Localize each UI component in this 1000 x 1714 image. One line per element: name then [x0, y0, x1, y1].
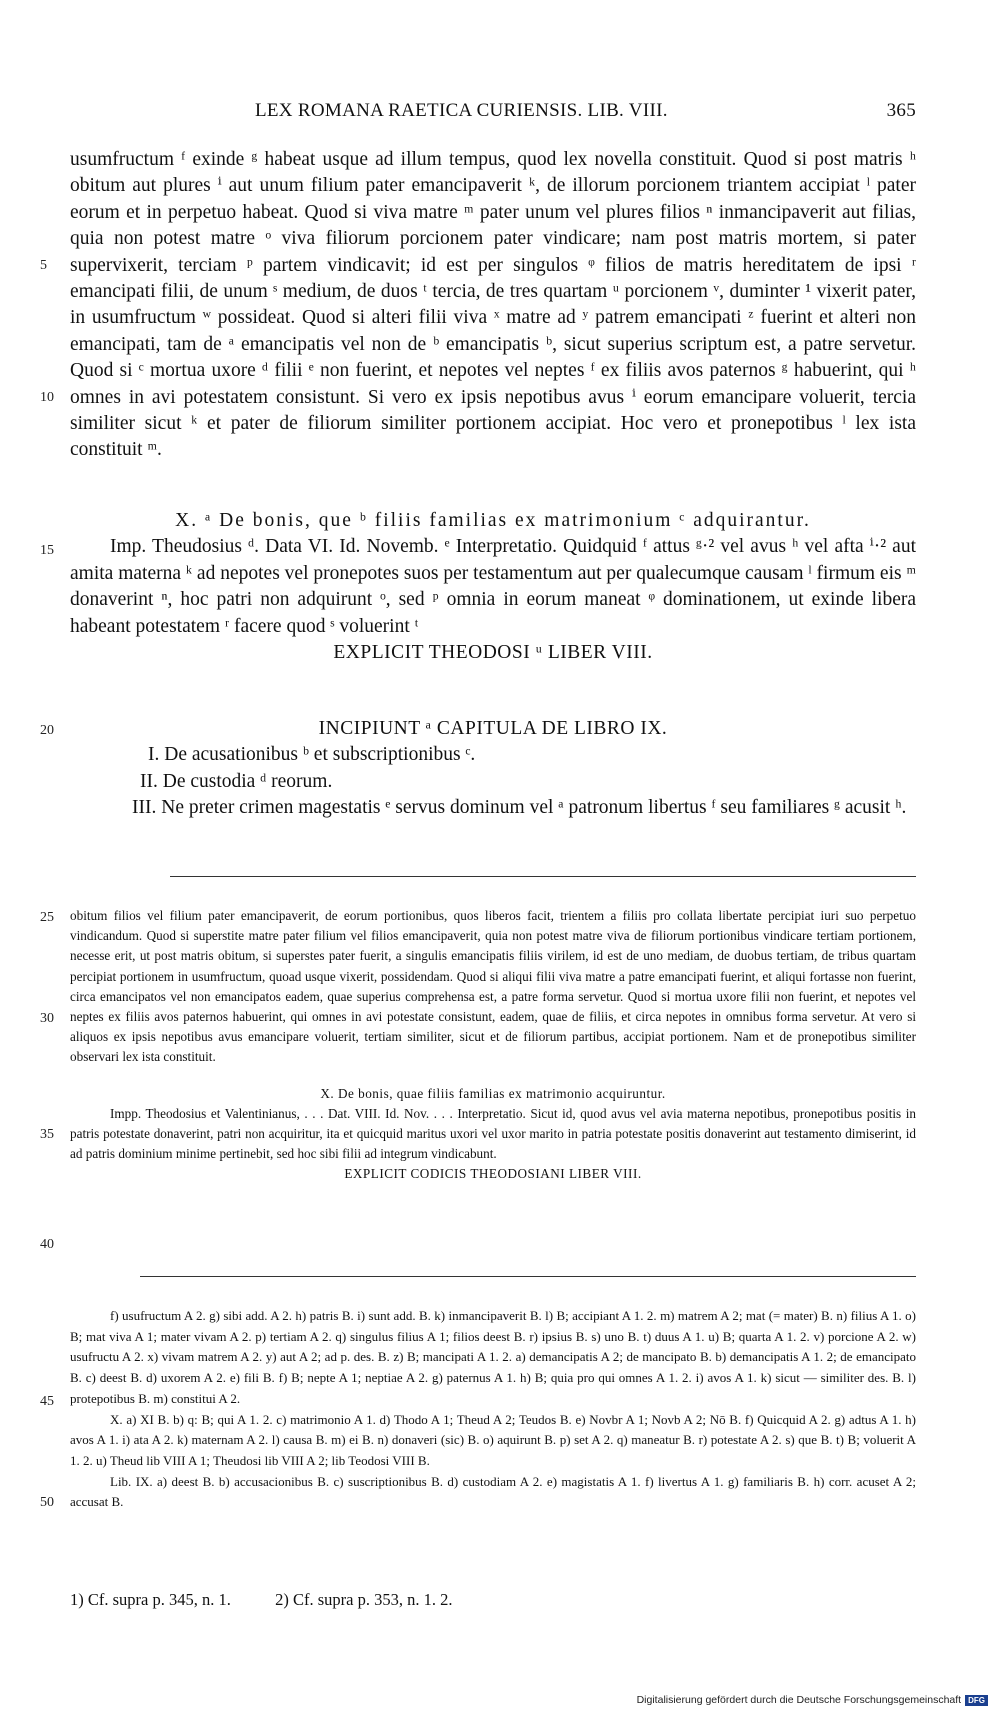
line-number: 25	[40, 910, 54, 925]
section-x-heading: X. ᵃ De bonis, que ᵇ filiis familias ex matrimonium ᶜ adquirantur.	[175, 510, 811, 531]
line-number: 20	[40, 723, 54, 738]
section-x-text: Imp. Theudosius ᵈ. Data VI. Id. Novemb. ᵉ Interpretatio. Quidquid ᶠ attus ᵍ·² vel avus ʰ vel afta ⁱ·² aut amita materna ᵏ ad nepotes vel pronepotes suos per testamentum aut per qualecumque causam ˡ firmum eis ᵐ donaverint ⁿ, hoc patri non adquirunt ᵒ, sed ᵖ omnia in eorum maneat ᵠ dominationem, ut exinde libera habeant potestatem ʳ facere quod ˢ voluerint ᵗ	[70, 536, 916, 637]
line-number: 5	[40, 258, 47, 273]
capitulum-item: I. De acusationibus ᵇ et subscriptionibus ᶜ.	[148, 744, 476, 766]
source-paragraph: obitum filios vel filium pater emancipaverit, de eorum portionibus, quos liberos facit, trientem a filiis pro collata libertate percipiat iuri suo perpetuo vindicandum. Quod si superstite matre pater filium vel filios emancipaverit, quia non potest matre viva de filiorum portionibus vindicare tertiam portionem, necesse erit, ut post matris obitum, si superstes pater fuerit, a singulis emancipatis filiis virilem, id est de uno mediam, de duobus tertiam, de tribus quartam percipiat portionem in usumfructum, quoad usque vixerit, possidendam. Quod si aliqui filii viva matre a patre emancipati fuerint, et aliqui fortasse non fuerint, circa emancipatos vel non emancipatos eadem, quae superius comprehensa est, a patre forma servetur. Quod si mortua uxore filii non fuerint, et nepotes vel neptes ex filiis avos paternos habuerint, qui omnes in avi potestate consistunt, eadem, quae de filiis, et circa nepotes in omnibus forma servetur. At vero si aliquos ex ipsis nepotibus avus emancipare voluerit, tertiam similiter, sicut et de filiorum partibus, accipiat portionem. Nam et de pronepotibus similiter observari lex ista constituit.	[70, 908, 916, 1065]
line-number: 40	[40, 1237, 54, 1252]
source-explicit: EXPLICIT CODICIS THEODOSIANI LIBER VIII.	[344, 1166, 642, 1182]
digitization-text: Digitalisierung gefördert durch die Deutsche Forschungsgemeinschaft	[636, 1694, 962, 1706]
footnote: 1) Cf. supra p. 345, n. 1.	[70, 1590, 231, 1609]
source-section-text: Impp. Theodosius et Valentinianus, . . . Dat. VIII. Id. Nov. . . . Interpretatio. Sicut id, quod avus vel avia materna nepotibus, pronepotibus positis in patris potestate donaverint, patri non acquiritur, ita et quicquid maritus uxori vel uxor marito in patria potestate positis donaverint aut testamento dimiserint, id ad patris dominium minime pertinebit, sed hoc sibi filii ad integrum vindicabunt.	[70, 1105, 916, 1162]
line-number: 10	[40, 390, 54, 405]
page-number: 365	[886, 100, 916, 121]
line-number: 30	[40, 1011, 54, 1026]
main-paragraph: usumfructum ᶠ exinde ᵍ habeat usque ad illum tempus, quod lex novella constituit. Quod si post matris ʰ obitum aut plures ⁱ aut unum filium pater emancipaverit ᵏ, de illorum porcionem triantem accipiat ˡ pater eorum et in perpetuo habeat. Quod si viva matre ᵐ pater unum vel plures filios ⁿ inmancipaverit aut filias, quia non potest matre ᵒ viva filiorum porcionem pater vindicare; nam post matris mortem, si pater supervixerit, terciam ᵖ partem vindicavit; id est per singulos ᵠ filios de matris hereditatem de ipsi ʳ emancipati filii, de unum ˢ medium, de duos ᵗ tercia, de tres quartam ᵘ porcionem ᵛ, duminter ¹ vixerit pater, in usumfructum ʷ possideat. Quod si alteri filii viva ˣ matre ad ʸ patrem emancipati ᶻ fuerint et alteri non emancipati, tam de ᵃ emancipatis vel non de ᵇ emancipatis ᵇ, sicut superius scriptum est, a patre servetur. Quod si ᶜ mortua uxore ᵈ filii ᵉ non fuerint, et nepotes vel neptes ᶠ ex filiis avos paternos ᵍ habuerint, qui ʰ omnes in avi potestatem consistunt. Si vero ex ipsis nepotibus avus ⁱ eorum emancipare voluerit, tercia similiter sicut ᵏ et pater de filiorum similiter portionem accipiat. Hoc vero et pronepotibus ˡ lex ista constituit ᵐ.	[70, 149, 916, 461]
line-number: 15	[40, 543, 54, 558]
critical-apparatus	[70, 1306, 916, 1513]
apparatus-entry: f) usufructum A 2. g) sibi add. A 2. h) patris B. i) sunt add. B. k) inmancipaverit B. l) B; accipiant A 1. 2. m) matrem A 2; mat (= mater) B. n) filius A 1. o) B; mat viva A 1; mater vivam A 2. p) tertiam A 2. q) singulus filius A 1; filios deest B. r) ipsius B. s) uno B. t) duus A 1. u) B; quarta A 1. 2. v) porcione A 2. w) usufructu A 2. x) vivam matrem A 2. y) aut A 2; ad p. des. B. z) B; mancipati A 1. 2. a) demancipatis A 2; de mancipato B. b) demancipatis A 1. 2; de emancipato B. c) deest B. d) uxorem A 2. e) fili B. f) B; nepte A 1; neptiae A 2. g) paternus A 1. h) B; quia pro qui omnes A 1. 2. i) avos A 1. k) sicut — similiter des. B. l) protepotibus B. m) constitui A 2.	[70, 1308, 916, 1406]
line-number: 45	[40, 1394, 54, 1409]
main-text	[70, 147, 916, 464]
line-number: 35	[40, 1127, 54, 1142]
footnote: 2) Cf. supra p. 353, n. 1. 2.	[275, 1590, 453, 1609]
source-heading: X. De bonis, quae filiis familias ex matrimonio acquiruntur.	[320, 1085, 666, 1101]
dfg-logo-icon: DFG	[965, 1695, 988, 1706]
line-number: 50	[40, 1495, 54, 1510]
explicit-line: EXPLICIT THEODOSI ᵘ LIBER VIII.	[333, 642, 653, 664]
section-x	[70, 508, 916, 666]
digitization-credit	[637, 1694, 988, 1706]
capitulum-item: II. De custodia ᵈ reorum.	[140, 770, 333, 792]
apparatus-entry: X. a) XI B. b) q: B; qui A 1. 2. c) matrimonio A 1. d) Thodo A 1; Theud A 2; Teudos B. e) Novbr A 1; Novb A 2; Nō B. f) Quicquid A 2. g) adtus A 1. h) avos A 1. i) ata A 2. k) maternam A 2. l) causa B. m) ei B. n) donaveri (sic) B. o) aquirunt B. p) set A 2. q) maneatur B. r) potestate A 2. s) que B. t) B; voluerit A 1. 2. u) Theud lib VIII A 1; Theudosi lib VIII A 2; lib Teodosi VIII B.	[70, 1411, 916, 1468]
running-title: LEX ROMANA RAETICA CURIENSIS. LIB. VIII.	[255, 100, 668, 121]
running-header	[70, 100, 916, 130]
divider	[170, 876, 916, 877]
capitulum-item: III. Ne preter crimen magestatis ᵉ servus dominum vel ᵃ patronum libertus ᶠ seu familiares ᵍ acusit ʰ.	[132, 797, 907, 819]
capitula-heading: INCIPIUNT ᵃ CAPITULA DE LIBRO IX.	[318, 718, 668, 739]
divider	[140, 1276, 916, 1277]
source-text	[70, 906, 916, 1185]
apparatus-entry: Lib. IX. a) deest B. b) accusacionibus B. c) suscriptionibus B. d) custodiam A 2. e) magistatis A 1. f) livertus A 1. g) familiaris B. h) corr. acuset A 2; accusat B.	[70, 1473, 916, 1510]
capitula	[70, 716, 916, 822]
footnotes	[70, 1590, 916, 1610]
